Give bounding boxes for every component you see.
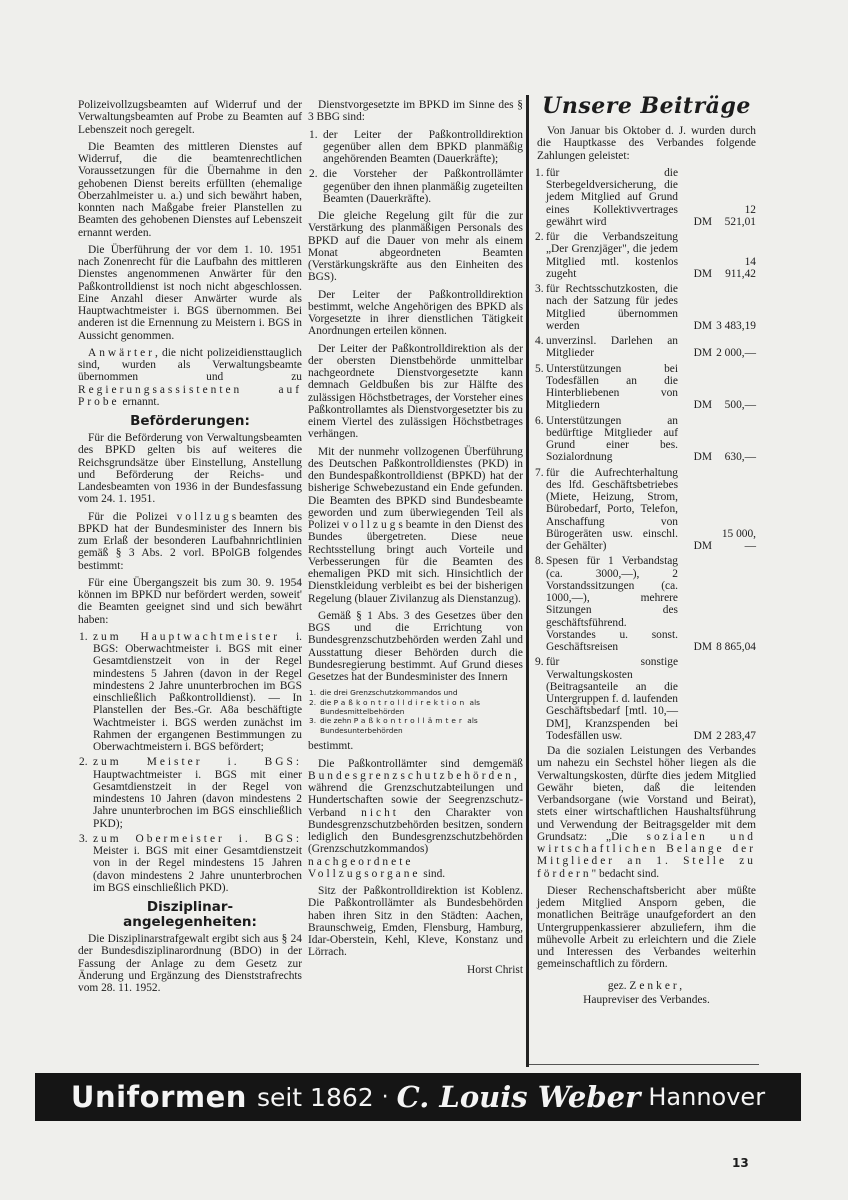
text-run: Meister i. BGS mit einer Gesamtdienstzeit von in der Regel mindestens 15 Jahren (davon mindestens 2 Jahre ununterbrochen im BGS einschließlich PKD). [93,845,302,894]
paragraph [78,511,302,572]
text-run: die Vorsteher der Paßkontrollämter gegenüber den ihnen planmäßig zugeteilten Beamten (Dauerkräfte). [323,168,523,205]
text-run: Der Leiter der Paßkontrolldirektion als der der obersten Dienstbehörde unmittelbar nachgeordnete Dienstvorgesetzte kann demnach Geldbußen bis zur Hälfte des zulässigen Höchstbetrages, der Vorsteher eines Paßkontrollamtes als Dienstvorgesetzter bis zu einem Viertel des zulässigen Höchstbetrages verhängen. [308,342,523,441]
text-run: den Charakter von Bundesgrenzschutzbehörden besitzen, sondern lediglich den Bundesgrenzschutzbehörden (Grenzschutzkommandos) [308,806,523,856]
advertisement-banner [35,1073,801,1121]
paragraph [308,99,523,124]
ad-word-uniformen: Uniformen [70,1080,247,1114]
payment-currency: DM [693,347,712,360]
spaced-text: sozialen und wirtschaftlichen Belange der Mitglieder an 1. Stelle zu fördern [537,830,756,880]
text-run: Die gleiche Regelung gilt für die zur Verstärkung des planmäßigen Personals des BPKD auf die Dauer von mehr als einem Monat abgeordneten Beamten (Verstärkungskräfte aus den Einheiten des BGS). [308,210,523,284]
page-number: 13 [732,1156,749,1170]
payment-text: für sonstige Verwaltungskosten (Beitragsanteile an die Untergruppen f. d. laufenden Geschäftsbedarf [mtl. 10,— DM], Kranzspenden bei Todesfällen usw. [546,656,678,742]
paragraph [537,885,756,971]
text-run: Mit der nunmehr vollzogenen Überführung des Deutschen Paßkontrolldienstes (PKD) in den Bundespaßkontrolldienst (BPKD) hat der bisherige Schwebezustand ein Ende gefunden. Die Beamten des BPKD sind Bundesbeamte geworden und zum überwiegenden Teil als Polizei [308,445,523,531]
numbered-list [78,631,302,894]
list-number: 1. [309,688,317,698]
payment-currency: DM [693,399,712,412]
closing-paragraphs [537,745,756,971]
paragraph [308,446,523,605]
payment-text: für die Sterbegeldversicherung, die jedem Mitglied auf Grund eines Kollektivvertrages gewährt wird [546,166,678,228]
payment-amount: 8 865,04 [716,641,756,653]
paragraph [78,347,302,408]
paragraph [308,343,523,441]
payment-number: 6. [535,414,544,427]
signature-prefix: gez. [607,979,627,992]
authority-list [308,688,523,735]
text-run: , während die Grenzschutzabteilungen und Hundertschaften sowie der Seegrenzschutz-Verband [308,769,523,819]
text-run: , die nicht polizeidiensttauglich sind, wurden als Verwaltungsbeamte übernommen und zu [78,346,302,384]
text-run: Die Überführung der vor dem 1. 10. 1951 nach Zonenrecht für die Laufbahn des mittleren Dienstes angenommenen Anwärter für den Paßkontrolldienst ist noch nicht abgeschlossen. Eine Anzahl dieser Anwärter wurde als Hauptwachtmeister i. BGS übernommen. Bei anderen ist die Ernennung zu Meistern i. BGS in Aussicht genommen. [78,243,302,342]
payment-currency: DM [693,540,712,552]
spaced-text: zum Meister i. BGS: [93,756,302,769]
paragraph [78,141,302,239]
column-3-unsere-beitraege [535,93,756,1007]
payment-number: 1. [535,166,544,179]
payment-description [537,335,678,360]
text-run: Für die Beförderung von Verwaltungsbeamten des BPKD gelten bis auf weiteres die Reichsgrundsätze über Einstellung, Anstellung und Beförderung der Reichs- und Landesbeamten von 1936 in der Bundesfassung vom 24. 1. 1951. [78,432,302,506]
author-signature: Horst Christ [466,963,523,976]
paragraph [308,758,523,881]
payments-list [537,167,756,742]
payment-text: für die Aufrechterhaltung des lfd. Geschäftsbetriebes (Miete, Heizung, Strom, Bürobedarf, Porto, Telefon, Anschaffung von Bürogeräten usw. einschl. der Gehälter) [546,466,678,552]
spaced-text: nicht [361,806,399,819]
list-number: 3. [309,716,317,726]
payment-text: Unterstützungen an bedürftige Mitglieder auf Grund einer bes. Sozialordnung [546,414,678,464]
payment-number: 4. [535,335,544,347]
text-run: " bedacht sind. [591,867,660,880]
text-run: die [320,697,334,707]
ad-city: Hannover [648,1083,766,1111]
paragraph [308,289,523,338]
payment-description [537,415,678,464]
payment-amount: 3 483,19 [716,319,756,332]
text-run: i. BGS: Oberwachtmeister i. BGS mit einer Gesamtdienstzeit von in der Regel mindestens 5 Jahren (davon in der Regel mindestens 2 Jahre ununterbrochen im BGS einschließlich Paßkontrolldienst). — In Planstellen der Bes.-Gr. A8a beschäftigte Wachtmeister i. BGS werden zunächst im Rahmen der ergangenen Bestimmungen zu Oberwachtmeistern i. BGS befördert; [93,630,302,753]
payment-description [537,167,678,228]
signature-name: Zenker, [629,979,686,992]
text-run: ernannt. [119,395,160,408]
column-rule [526,95,529,1067]
spaced-text: Anwärter [88,346,156,359]
list-item [308,168,523,205]
text-run: als Bundesunterbehörden [320,716,478,735]
list-item [78,756,302,830]
payment-description [537,555,678,653]
payment-row [537,363,756,412]
column-2-article-continued [308,99,523,976]
payment-row [537,415,756,464]
spaced-text: zum Obermeister i. BGS: [93,832,302,845]
text-run: Polizeivollzugsbeamten auf Widerruf und der Verwaltungsbeamten auf Probe zu Beamten auf Lebenszeit noch geregelt. [78,99,302,136]
payment-description [537,283,678,332]
column-1-article-continued [78,99,302,999]
payment-currency: DM [693,319,712,332]
text-run: Für die Polizei [88,510,177,523]
payment-currency: DM [693,729,712,742]
spaced-text: Paßkontrollämter [353,716,465,726]
payment-amount: 2 283,47 [716,729,756,742]
payment-currency: DM [693,451,712,464]
text-run: Sitz der Paßkontrolldirektion ist Koblenz. Die Paßkontrollämter als Bundesbehörden haben ihren Sitz in den Städten: Aachen, Braunschweig, Emden, Flensburg, Hamburg, Idar-Oberstein, Kehl, Kleve, Konstanz und Lörrach. [308,885,523,959]
list-item [78,833,302,894]
paragraph [78,432,302,506]
payment-text: für Rechtsschutzkosten, die nach der Satzung für jedes Mitglied übernommen werden [546,283,678,332]
text-run: Die Beamten des mittleren Dienstes auf Widerruf, die die beamtenrechtlichen Voraussetzungen für die Übernahme in den gehobenen Dienst bereits erfüllten (ehemalige Oberzahlmeister u. a.) und sich bewährt haben, konnten nach Maßgabe freier Planstellen zu Beamten des gehobenen Dienstes auf Lebenszeit ernannt werden. [78,140,302,239]
payment-number: 8. [535,555,544,568]
text-run: als Bundesmittelbehörden [320,697,480,717]
list-number: 2. [79,756,88,769]
text-run: Hauptwachtmeister i. BGS mit einer Gesamtdienstzeit in der Regel von mindestens 10 Jahren (davon mindestens 2 Jahre ununterbrochen im BGS einschließlich PKD); [93,768,302,830]
payment-amount: 15 000,— [721,527,756,552]
list-item [308,698,523,717]
payment-text: Unterstützungen bei Todesfällen an die Hinterbliebenen von Mitgliedern [546,362,678,412]
section-heading: Beförderungen: [130,413,250,429]
spaced-text: Bundesgrenzschutzbehörden [308,769,514,782]
payment-row [537,335,756,360]
payment-number: 7. [535,466,544,479]
list-number: 1. [309,128,318,141]
paragraph [308,885,523,959]
payment-amount: 500,— [724,399,756,412]
payment-row [537,283,756,332]
text-run: Dienstvorgesetzte im BPKD im Sinne des § 3 BBG sind: [308,99,523,124]
intro-paragraph: Von Januar bis Oktober d. J. wurden durch die Hauptkasse des Verbandes folgende Zahlungen geleistet: [537,125,756,162]
text-run: beamte in den Dienst des Bundes übergetreten. Diese neue Rechtsstellung bringt auch Vorteile und Verbesserungen für die Beamten des ehemaligen PKD mit sich. Hinsichtlich der Dienstkleidung verbleibt es bei der bisherigen Regelung (blauer Zivilanzug als Dienstanzug). [308,519,524,605]
signature-role: Haupreviser des Verbandes. [583,993,710,1006]
payment-number: 9. [535,656,544,669]
payment-amount: 2 000,— [716,347,756,360]
spaced-text: nachgeordnete Vollzugsorgane [308,855,421,880]
text-run: bestimmt. [308,740,354,753]
text-run: sind. [420,867,446,880]
paragraph [308,210,523,284]
paragraph [308,740,523,752]
text-run: Die Disziplinarstrafgewalt ergibt sich aus § 24 der Bundesdisziplinarordnung (BDO) in der Fassung der Anlage zu dem Gesetz zur Änderung und Ergänzung des Dienststrafrechts vom 28. 11. 1952. [78,933,302,994]
payment-number: 3. [535,283,544,295]
text-run: die zehn [320,716,354,726]
payment-description [537,231,678,280]
spaced-text: vollzugs [343,519,406,531]
payment-description [537,656,678,742]
list-number: 3. [79,832,88,845]
payment-description [537,467,678,553]
text-run: Gemäß § 1 Abs. 3 des Gesetzes über den BGS und die Errichtung von Bundesgrenzschutzbehörden werden Zahl und Ausstattung dieser Behörden durch die Bundesregierung bestimmt. Auf Grund dieses Gesetzes hat der Bundesminister des Innern [308,609,523,683]
signature [537,979,756,1007]
text-run: Dieser Rechenschaftsbericht aber müßte jedem Mitglied Ansporn geben, die monatlichen Beiträge unaufgefordert an den Untergruppenkassierer abzuliefern, ihm die mühevolle Arbeit zu erleichtern und die Ziele und Interessen des Verbandes weiterhin gemeinschaftlich zu fördern. [537,884,756,971]
payment-description [537,363,678,412]
spaced-text: zum Hauptwachtmeister [93,630,281,643]
paragraph [78,577,302,626]
text-run: der Leiter der Paßkontrolldirektion gegenüber allen dem BPKD planmäßig angehörenden Beamten (Dauerkräfte); [323,128,523,165]
payment-number: 5. [535,362,544,375]
payment-row [537,167,756,228]
paragraph [537,745,756,880]
section-heading: Disziplinar- angelegenheiten: [123,899,257,930]
payment-amount: 630,— [724,451,756,464]
payment-text: für die Verbandszeitung „Der Grenzjäger", die jedem Mitglied mtl. kostenlos zugeht [546,231,678,280]
payment-row [537,555,756,653]
text-run: Der Leiter der Paßkontrolldirektion bestimmt, welche Angehörigen des BPKD als Vorgesetzte in ihrer dienstlichen Tätigkeit Anordnungen erteilen können. [308,288,523,338]
list-item [308,716,523,735]
payment-currency: DM [693,641,712,653]
payment-amount: 12 521,01 [724,203,756,228]
list-number: 1. [79,630,88,643]
paragraph [78,933,302,994]
list-item [308,129,523,166]
text-run: Da die sozialen Leistungen des Verbandes um nahezu ein Sechstel höher liegen als die Verwaltungskosten, dürfte dies jedem Mitglied Gewähr bieten, daß die leitenden Verbandsorgane (wie Vorstand und Beirat), stets einer wirtschaftlichen Haushaltsführung und Verwendung der Beitragsgelder mit dem Grundsatz: „Die [537,745,756,843]
spaced-text: Paßkontrolldirektion [333,697,468,707]
text-run: beamten des BPKD hat der Bundesminister des Innern bis zum Erlaß der besonderen Laufbahnrichtlinien gemäß § 3 Abs. 2 vorl. BPolGB folgendes bestimmt: [78,510,302,572]
payment-amount: 14 911,42 [725,255,756,280]
list-item [78,631,302,754]
paragraph [78,99,302,136]
payment-currency: DM [693,267,712,280]
paragraph [78,244,302,342]
payment-text: unverzinsl. Darlehen an Mitglieder [546,335,678,360]
article-title: Unsere Beiträge [542,93,751,119]
list-number: 2. [309,168,318,181]
numbered-list [308,129,523,206]
list-item [308,688,523,697]
payment-number: 2. [535,231,544,243]
text-run: Die Paßkontrollämter sind demgemäß [318,757,523,770]
ad-separator: · [381,1084,389,1110]
ad-brand: C. Louis Weber [396,1080,641,1114]
payment-row [537,467,756,553]
list-number: 2. [309,697,317,707]
spaced-text: Regierungsassistenten auf Probe [78,383,302,408]
payment-row [537,231,756,280]
text-run: Für eine Übergangszeit bis zum 30. 9. 1954 können im BPKD nur befördert werden, soweit' die Beamten geeignet sind und sich bewährt haben: [78,576,302,626]
text-run: die drei Grenzschutzkommandos und [320,688,458,698]
payment-text: Spesen für 1 Verbandstag (ca. 3000,—), 2 Vorstandssitzungen (ca. 1000,—), mehrere Sitzungen des geschäftsführend. Vorstandes u. sonst. Geschäftsreisen [546,555,678,653]
payment-row [537,656,756,742]
column-rule-bottom [529,1064,759,1065]
ad-since: seit 1862 [256,1082,374,1112]
spaced-text: vollzugs [176,510,240,523]
paragraph [308,610,523,684]
payment-currency: DM [693,215,712,228]
